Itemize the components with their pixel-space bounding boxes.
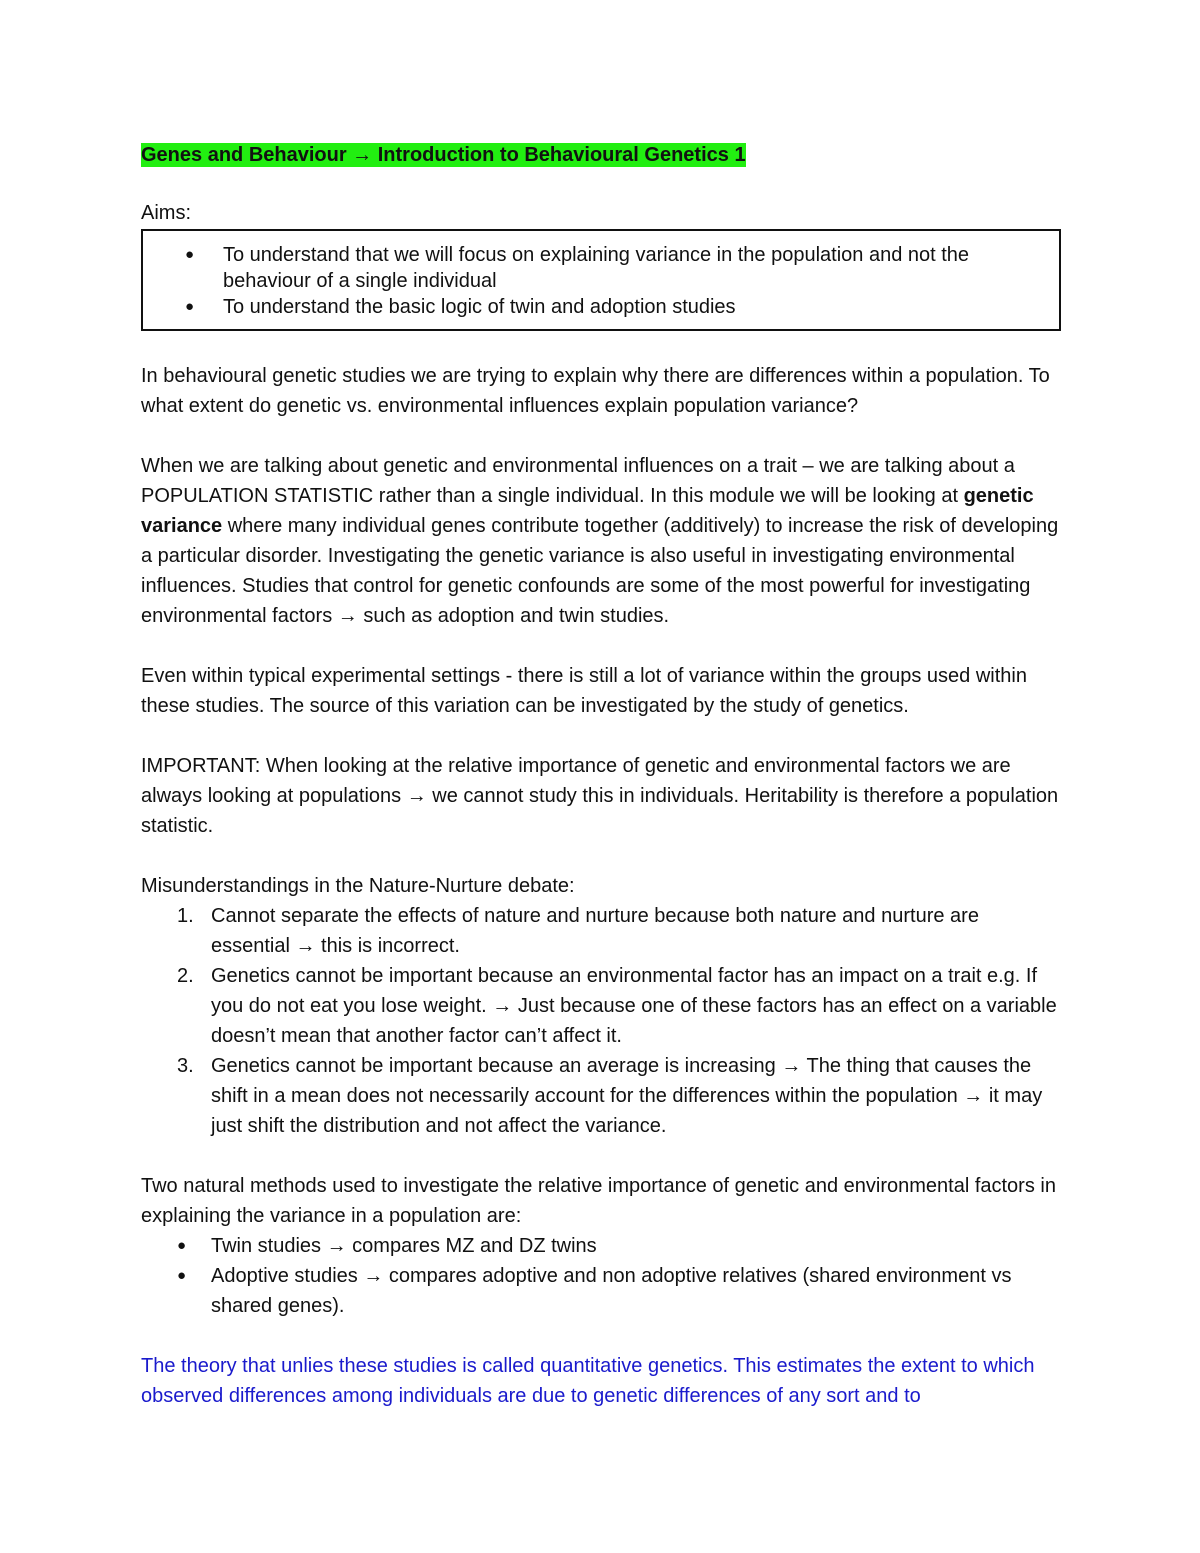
list-item-text: Genetics cannot be important because an environmental factor has an impact on a trait e.g. If you do not eat you lose weight. → Just because one of these factors has an effect on a variable doesn’t mean that another factor can’t affect it. [211, 965, 1057, 1047]
misunderstandings-list [141, 901, 1061, 1141]
list-item [141, 1051, 1061, 1141]
paragraph-text: When we are talking about genetic and environmental influences on a trait – we are talking about a POPULATION STATISTIC rather than a single individual. In this module we will be looking at [141, 455, 1015, 507]
paragraph-text: where many individual genes contribute together (additively) to increase the risk of developing a particular disorder. Investigating the genetic variance is also useful in investigating environmental influences. Studies that control for genetic confounds are some of the most powerful for investigating environmental factors → such as adoption and twin studies. [141, 515, 1059, 627]
misunderstandings-label: Misunderstandings in the Nature-Nurture debate: [141, 875, 575, 897]
paragraph-population-statistic [141, 451, 1061, 631]
list-item: ● Adoptive studies → compares adoptive and non adoptive relatives (shared environment vs shared genes). [141, 1261, 1061, 1321]
aims-item: ● To understand that we will focus on explaining variance in the population and not the behaviour of a single individual [185, 242, 1039, 294]
list-number: 2. [177, 965, 194, 987]
paragraph-quantitative-genetics: The theory that unlies these studies is called quantitative genetics. This estimates the extent to which observed differences among individuals are due to genetic differences of any sort and to [141, 1355, 1035, 1407]
document-content [141, 140, 1061, 1411]
list-item-text: Genetics cannot be important because an average is increasing → The thing that causes the shift in a mean does not necessarily account for the differences within the population → it may just shift the distribution and not affect the variance. [211, 1055, 1043, 1137]
page-title: Genes and Behaviour → Introduction to Behavioural Genetics 1 [141, 144, 746, 166]
title-line [141, 140, 1061, 170]
paragraph-population-differences: In behavioural genetic studies we are trying to explain why there are differences within a population. To what extent do genetic vs. environmental influences explain population variance? [141, 365, 1050, 417]
aims-box [141, 229, 1061, 331]
paragraph-experimental-settings: Even within typical experimental settings - there is still a lot of variance within the groups used within these studies. The source of this variation can be investigated by the study of genetics. [141, 665, 1027, 717]
aims-label: Aims: [141, 202, 191, 224]
list-number: 1. [177, 905, 194, 927]
list-item [141, 961, 1061, 1051]
list-item [141, 901, 1061, 961]
list-number: 3. [177, 1055, 194, 1077]
list-item: ● Twin studies → compares MZ and DZ twins [141, 1231, 1061, 1261]
bold-term-genetic-variance: genetic variance [141, 485, 1034, 537]
list-item-text: Cannot separate the effects of nature and nurture because both nature and nurture are essential → this is incorrect. [211, 905, 979, 957]
methods-intro: Two natural methods used to investigate the relative importance of genetic and environmental factors in explaining the variance in a population are: [141, 1175, 1056, 1227]
methods-list [141, 1231, 1061, 1321]
aims-list [185, 242, 1039, 320]
paragraph-important: IMPORTANT: When looking at the relative importance of genetic and environmental factors we are always looking at populations → we cannot study this in individuals. Heritability is therefore a population statistic. [141, 755, 1059, 837]
aims-item: ● To understand the basic logic of twin and adoption studies [185, 294, 1039, 320]
